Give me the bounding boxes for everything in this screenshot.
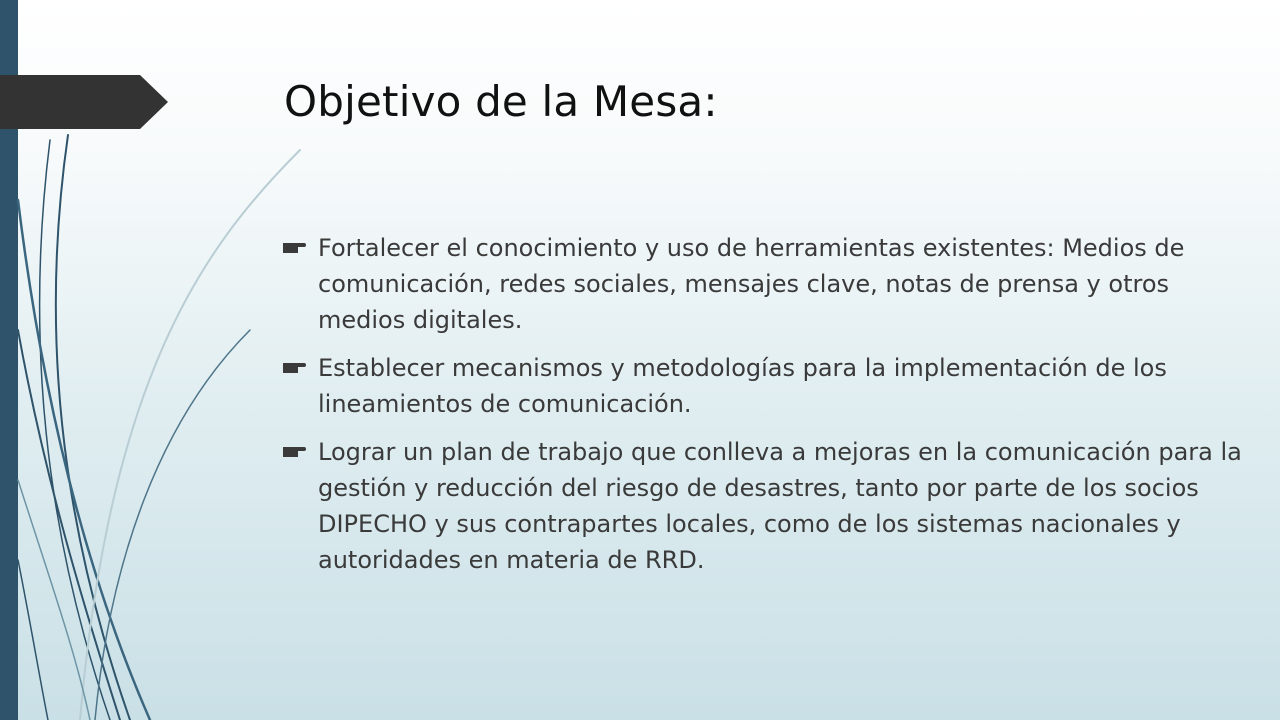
bullet-item xyxy=(282,350,1242,422)
bullet-text: Lograr un plan de trabajo que conlleva a mejoras en la comunicación para la gestión y reducción del riesgo de desastres, tanto por parte de los socios DIPECHO y sus contrapartes locales, como de los sistemas nacionales y autoridades en materia de RRD. xyxy=(318,438,1242,574)
bullet-item xyxy=(282,434,1242,578)
pointing-hand-icon xyxy=(282,239,306,255)
bullet-text: Fortalecer el conocimiento y uso de herramientas existentes: Medios de comunicación, redes sociales, mensajes clave, notas de prensa y otros medios digitales. xyxy=(318,234,1185,334)
pointing-hand-icon xyxy=(282,359,306,375)
title-arrow-tab xyxy=(0,75,170,129)
slide-title: Objetivo de la Mesa: xyxy=(284,77,718,126)
pointing-hand-icon xyxy=(282,443,306,459)
bullet-text: Establecer mecanismos y metodologías para la implementación de los lineamientos de comunicación. xyxy=(318,354,1167,418)
bullet-list xyxy=(282,230,1242,590)
bullet-item xyxy=(282,230,1242,338)
